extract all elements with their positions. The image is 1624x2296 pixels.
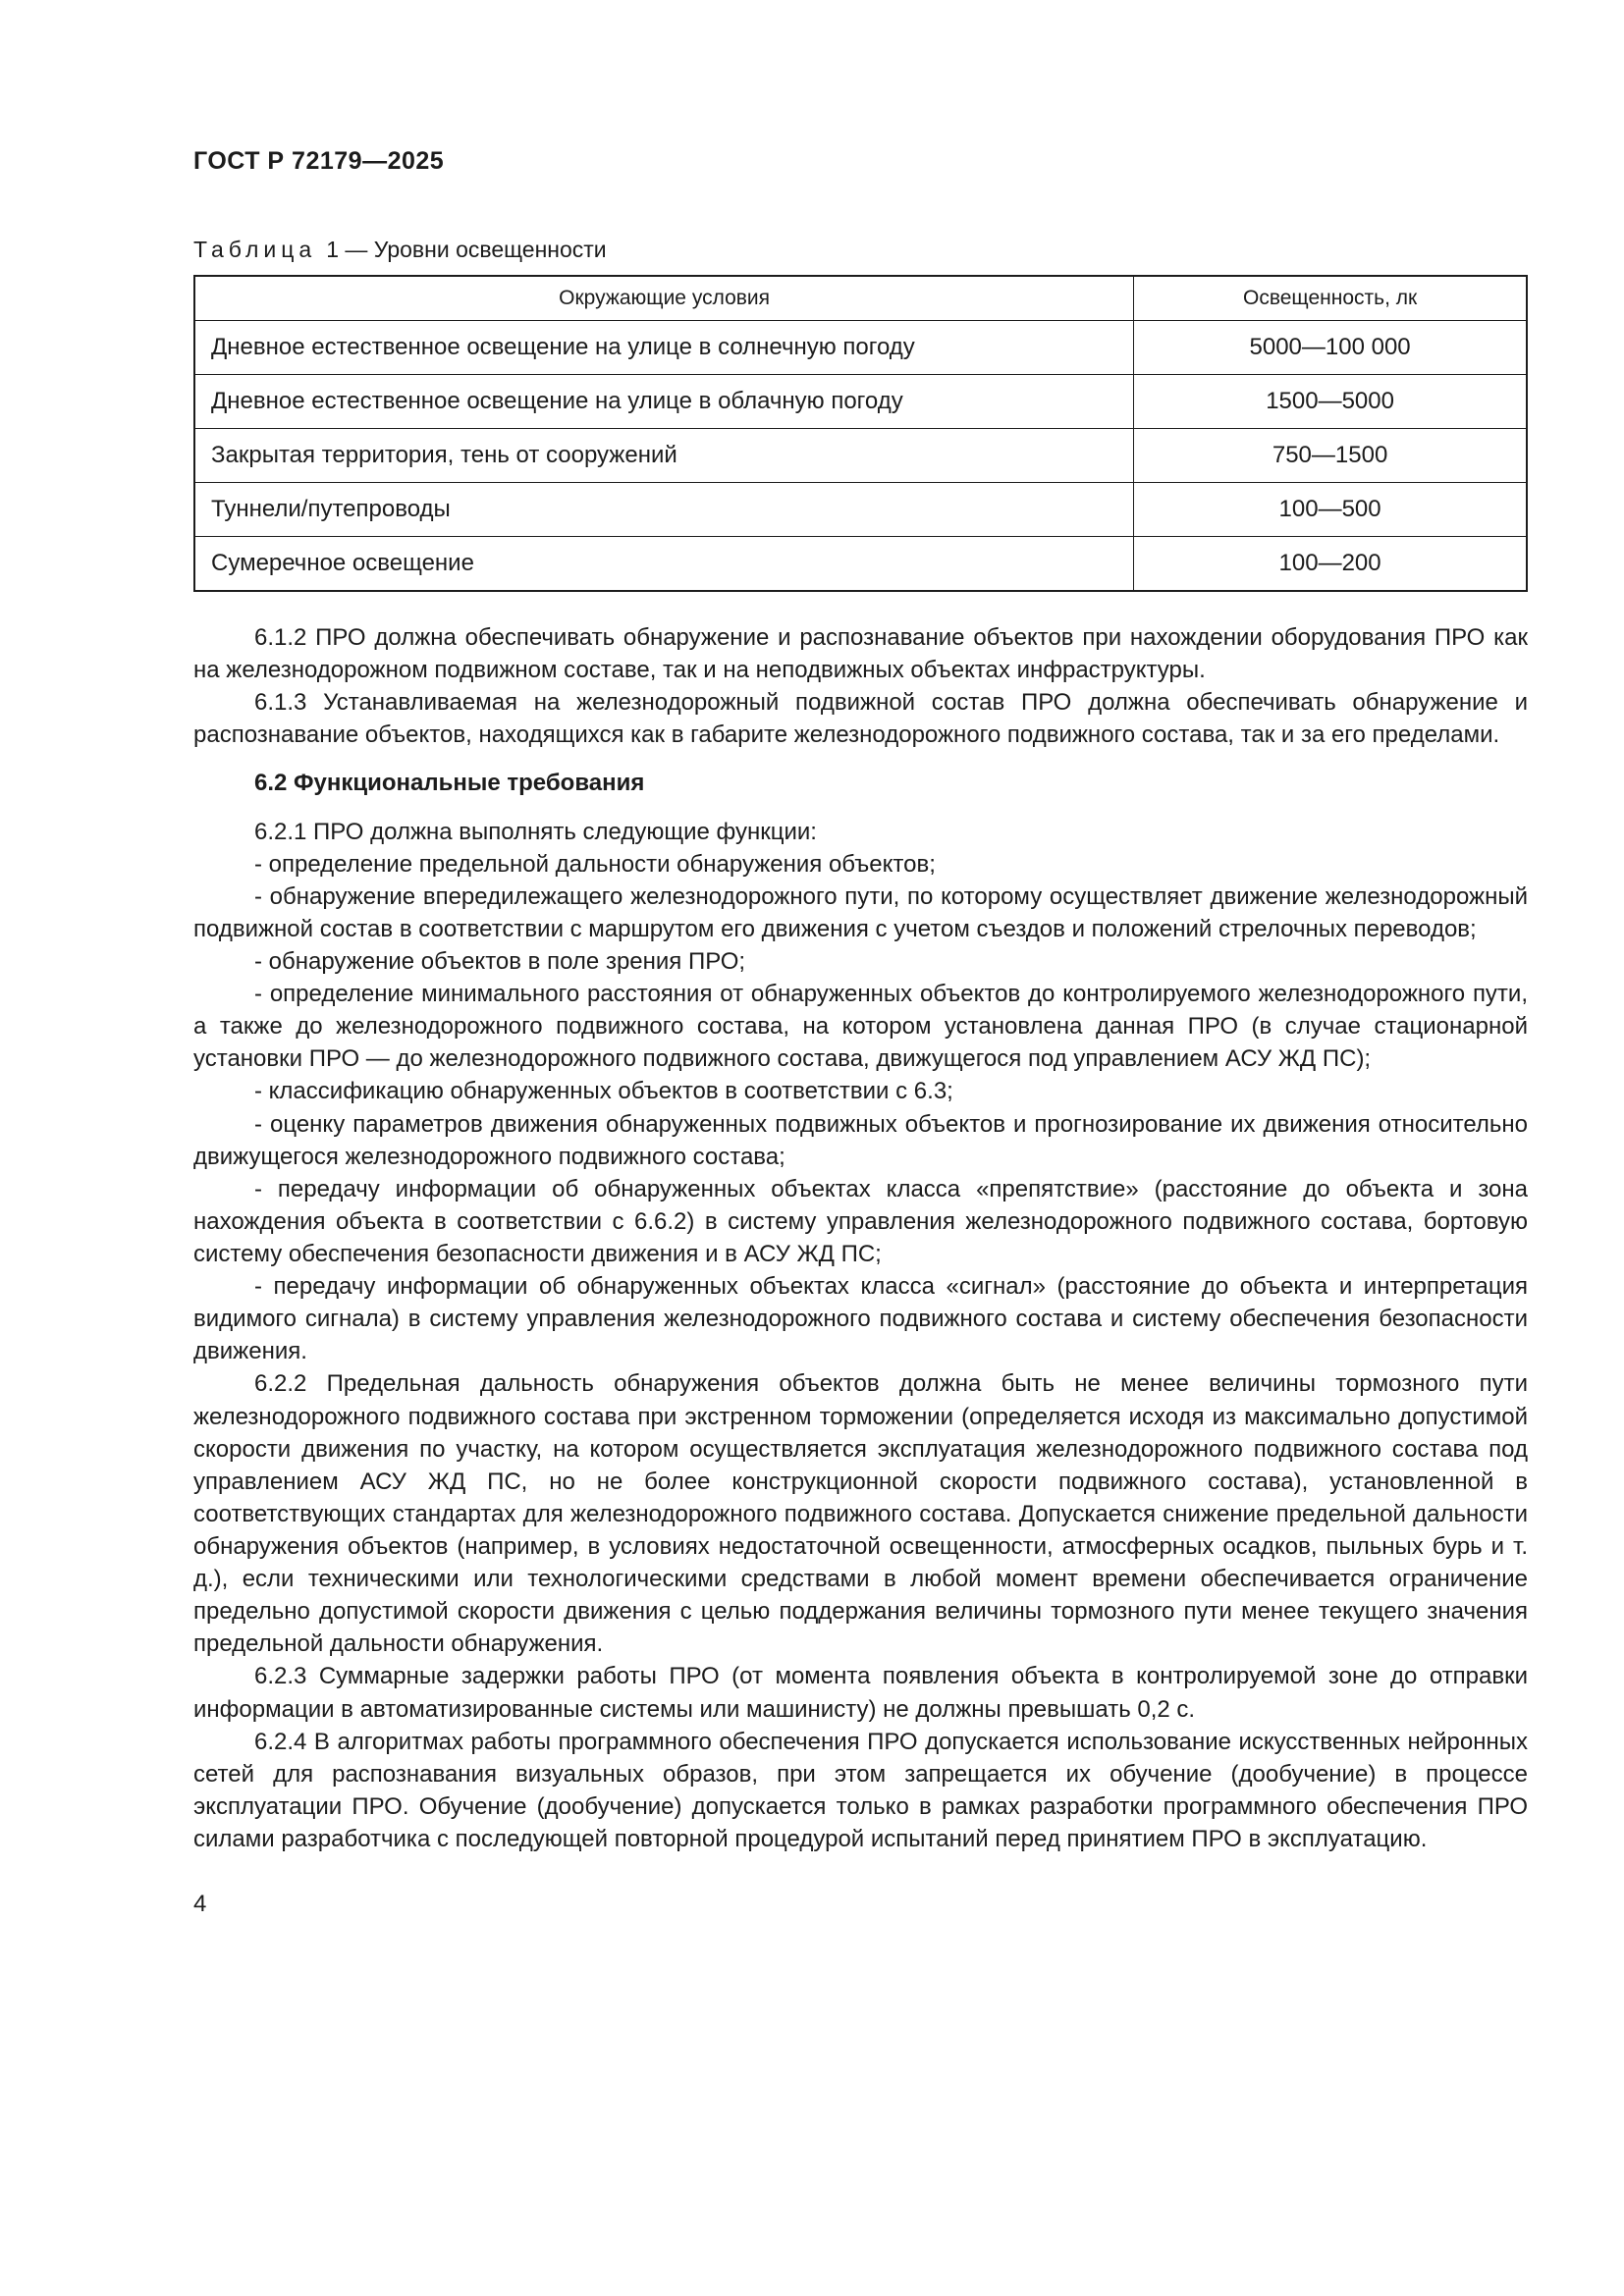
table-header-row bbox=[194, 276, 1527, 321]
table-row bbox=[194, 321, 1527, 375]
list-item: - передачу информации об обнаруженных объектах класса «сигнал» (расстояние до объекта и интерпретация видимого сигнала) в систему управления железнодорожного подвижного состава и систему обеспечения безопасности движения. bbox=[193, 1273, 1528, 1365]
lux-cell: 100—200 bbox=[1134, 537, 1527, 592]
paragraph-6-2-4: 6.2.4 В алгоритмах работы программного обеспечения ПРО допускается использование искусственных нейронных сетей для распознавания визуальных образов, при этом запрещается их обучение (дообучение) в процессе эксплуатации ПРО. Обучение (дообучение) допускается только в рамках разработки программного обеспечения ПРО силами разработчика с последующей повторной процедурой испытаний перед принятием ПРО в эксплуатацию. bbox=[193, 1728, 1528, 1852]
section-heading-6-2: 6.2 Функциональные требования bbox=[254, 770, 645, 797]
table-row bbox=[194, 537, 1527, 592]
paragraph-6-1-3: 6.1.3 Устанавливаемая на железнодорожный подвижной состав ПРО должна обеспечивать обнаружение и распознавание объектов, находящихся как в габарите железнодорожного подвижного состава, так и за его пределами. bbox=[193, 689, 1528, 749]
document-code: ГОСТ Р 72179—2025 bbox=[193, 147, 445, 175]
paragraph-6-2-3: 6.2.3 Суммарные задержки работы ПРО (от момента появления объекта в контролируемой зоне до отправки информации в автоматизированные системы или машинисту) не должны превышать 0,2 с. bbox=[193, 1663, 1528, 1723]
table-row bbox=[194, 429, 1527, 483]
column-header-lux: Освещенность, лк bbox=[1134, 276, 1527, 321]
lux-cell: 750—1500 bbox=[1134, 429, 1527, 483]
condition-cell: Дневное естественное освещение на улице в облачную погоду bbox=[194, 375, 1134, 429]
list-item: - оценку параметров движения обнаруженных подвижных объектов и прогнозирование их движения относительно движущегося железнодорожного подвижного состава; bbox=[193, 1110, 1528, 1170]
column-header-conditions: Окружающие условия bbox=[194, 276, 1134, 321]
condition-cell: Сумеречное освещение bbox=[194, 537, 1134, 592]
table-caption bbox=[193, 237, 1528, 263]
condition-cell: Дневное естественное освещение на улице в солнечную погоду bbox=[194, 321, 1134, 375]
list-item: - классификацию обнаруженных объектов в соответствии с 6.3; bbox=[254, 1078, 953, 1105]
list-item: - определение предельной дальности обнаружения объектов; bbox=[254, 850, 936, 878]
paragraph-6-2-2: 6.2.2 Предельная дальность обнаружения объектов должна быть не менее величины тормозного пути железнодорожного подвижного состава при экстренном торможении (определяется исходя из максимально допустимой скорости движения по участку, на котором осуществляется эксплуатация железнодорожного подвижного состава под управлением АСУ ЖД ПС, но не более конструкционной скорости подвижного состава), установленной в соответствующих стандартах для железнодорожного подвижного состава. Допускается снижение предельной дальности обнаружения объектов (например, в условиях недостаточной освещенности, атмосферных осадков, пыльных бурь и т. д.), если техническими или технологическими средствами в любой момент времени обеспечивается ограничение предельно допустимой скорости движения с целью поддержания величины тормозного пути менее текущего значения предельной дальности обнаружения. bbox=[193, 1370, 1528, 1658]
table-row bbox=[194, 483, 1527, 537]
paragraph-6-2-1: 6.2.1 ПРО должна выполнять следующие функции: bbox=[254, 818, 817, 845]
condition-cell: Закрытая территория, тень от сооружений bbox=[194, 429, 1134, 483]
list-item: - обнаружение объектов в поле зрения ПРО; bbox=[254, 947, 746, 975]
condition-cell: Туннели/путепроводы bbox=[194, 483, 1134, 537]
lux-cell: 1500—5000 bbox=[1134, 375, 1527, 429]
list-item: - обнаружение впередилежащего железнодорожного пути, по которому осуществляет движение железнодорожный подвижной состав в соответствии с маршрутом его движения с учетом съездов и положений стрелочных переводов; bbox=[193, 882, 1528, 942]
document-body bbox=[193, 621, 1528, 1855]
illumination-levels-table bbox=[193, 275, 1528, 592]
lux-cell: 5000—100 000 bbox=[1134, 321, 1527, 375]
list-item: - определение минимального расстояния от обнаруженных объектов до контролируемого железнодорожного пути, а также до железнодорожного подвижного состава, на котором установлена данная ПРО (в случае стационарной установки ПРО — до железнодорожного подвижного состава, движущегося под управлением АСУ ЖД ПС); bbox=[193, 981, 1528, 1073]
lux-cell: 100—500 bbox=[1134, 483, 1527, 537]
table-row bbox=[194, 375, 1527, 429]
list-item: - передачу информации об обнаруженных объектах класса «препятствие» (расстояние до объекта и зона нахождения объекта в соответствии с 6.6.2) в систему управления железнодорожного подвижного состава, бортовую систему обеспечения безопасности движения и в АСУ ЖД ПС; bbox=[193, 1175, 1528, 1267]
table-caption-word: Таблица bbox=[193, 237, 317, 262]
page-number: 4 bbox=[193, 1891, 207, 1918]
paragraph-6-1-2: 6.1.2 ПРО должна обеспечивать обнаружение и распознавание объектов при нахождении оборудования ПРО как на железнодорожном подвижном составе, так и на неподвижных объектах инфраструктуры. bbox=[193, 624, 1528, 684]
table-caption-title: 1 — Уровни освещенности bbox=[326, 237, 607, 262]
